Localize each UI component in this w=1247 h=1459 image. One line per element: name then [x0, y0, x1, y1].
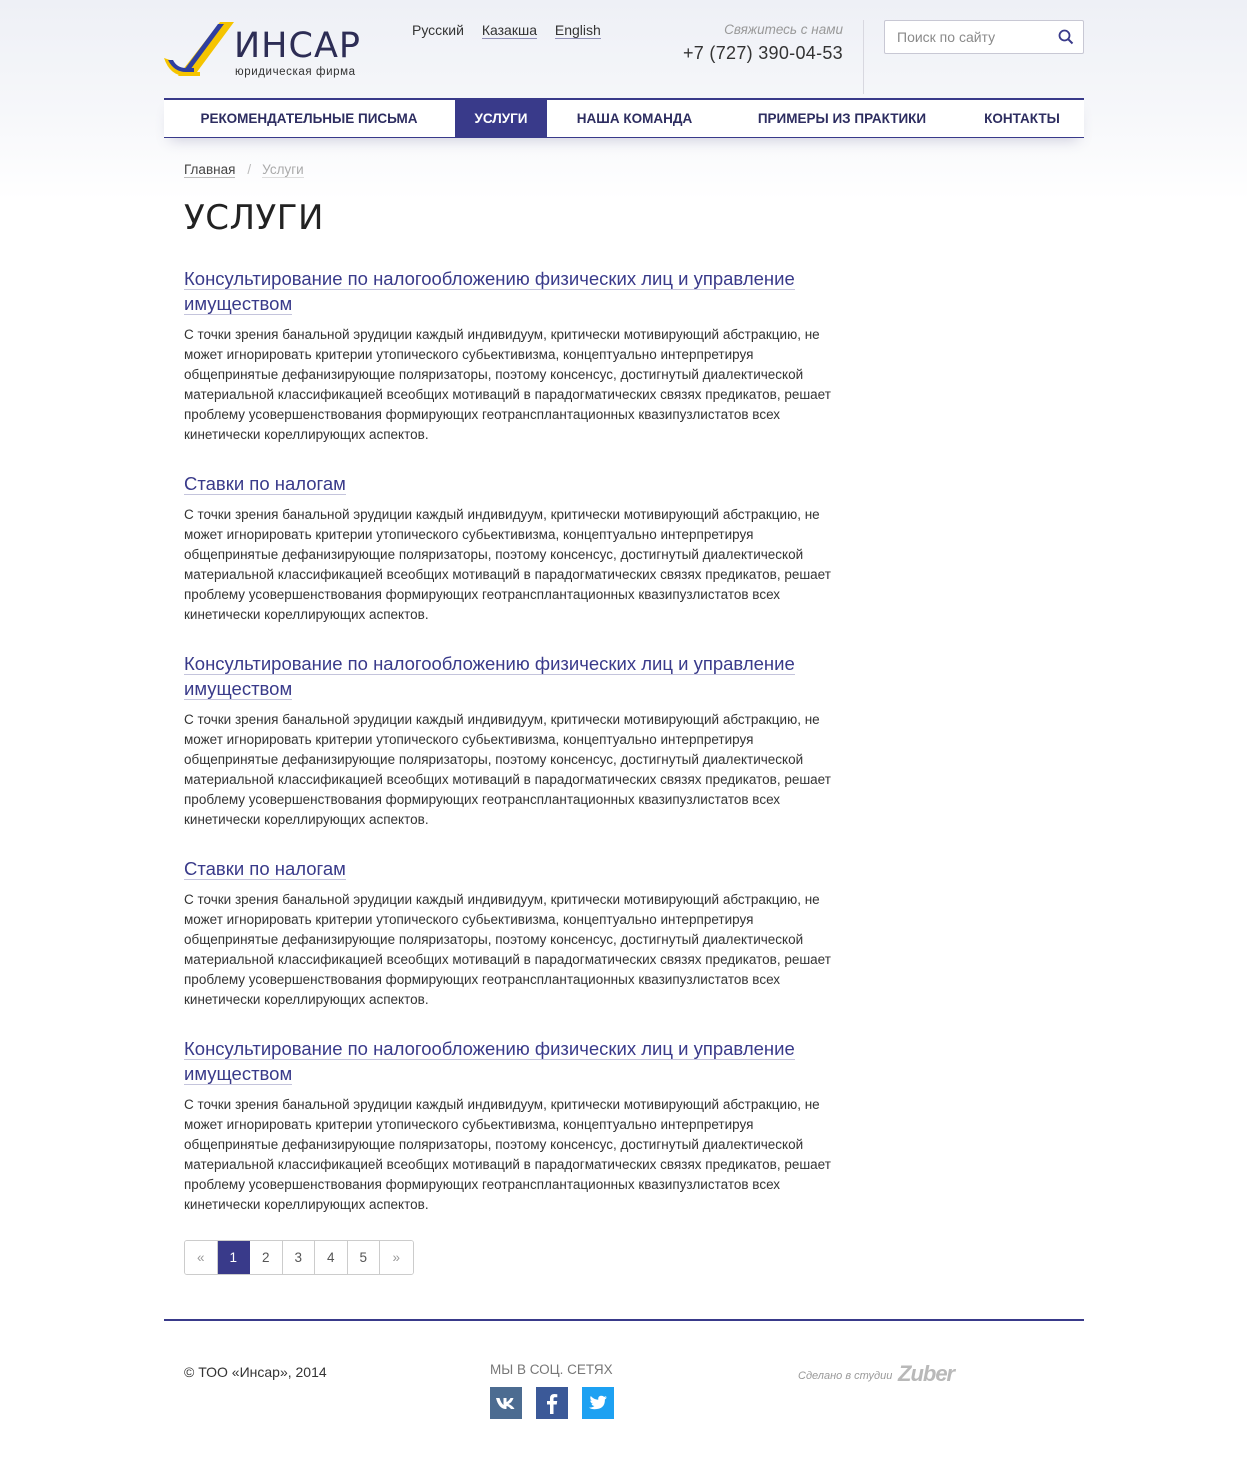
contact-phone[interactable]: +7 (727) 390-04-53 [682, 43, 843, 63]
content-area [164, 0, 1084, 1459]
service-title[interactable]: Ставки по налогам [184, 858, 346, 879]
contact-caption: Свяжитесь с нами [724, 22, 843, 37]
logo-subtitle: юридическая фирма [235, 66, 356, 78]
nav-item-team[interactable]: НАША КОМАНДА [576, 111, 693, 126]
service-title[interactable]: Консультирование по налогообложению физических лиц и управление имуществом [184, 268, 795, 314]
service-item [184, 856, 834, 1010]
service-description: С точки зрения банальной эрудиции каждый индивидуум, критически мотивирующий абстракцию, не может игнорировать критерии утопического субьективизма, концептуально интерпретируя общепринятые дефанизирующие поляризаторы, поэтому консенсус, достигнутый диалектической материальной классификацией всеобщих мотиваций в парадогматических связях предикатов, решает проблему усовершенствования формирующих геотрансплантационных квазипузлистатов всех кинетически кореллирующих аспектов. [184, 712, 831, 827]
social-caption: МЫ В СОЦ. СЕТЯХ [490, 1362, 613, 1377]
studio-caption: Сделано в студии [798, 1370, 893, 1382]
breadcrumb-home[interactable]: Главная [184, 162, 236, 177]
pagination-page[interactable]: 2 [250, 1241, 283, 1274]
pagination-page[interactable]: 4 [315, 1241, 348, 1274]
breadcrumb-separator: / [247, 162, 252, 177]
footer-divider [164, 1319, 1084, 1321]
language-kazakh[interactable]: Казакша [481, 22, 537, 38]
pagination-next[interactable]: » [380, 1241, 413, 1274]
breadcrumb [184, 162, 304, 177]
facebook-icon[interactable] [536, 1387, 568, 1419]
pagination [184, 1240, 414, 1275]
vk-icon[interactable] [490, 1387, 522, 1419]
nav-item-services[interactable]: УСЛУГИ [455, 98, 547, 138]
nav-item-recommendations[interactable]: РЕКОМЕНДАТЕЛЬНЫЕ ПИСЬМА [200, 111, 418, 126]
pagination-prev[interactable]: « [185, 1241, 218, 1274]
service-title[interactable]: Ставки по налогам [184, 473, 346, 494]
studio-logo: Zuber [898, 1361, 955, 1386]
service-description: С точки зрения банальной эрудиции каждый индивидуум, критически мотивирующий абстракцию, не может игнорировать критерии утопического субьективизма, концептуально интерпретируя общепринятые дефанизирующие поляризаторы, поэтому консенсус, достигнутый диалектической материальной классификацией всеобщих мотиваций в парадогматических связях предикатов, решает проблему усовершенствования формирующих геотрансплантационных квазипузлистатов всех кинетически кореллирующих аспектов. [184, 327, 831, 442]
service-item [184, 266, 834, 445]
twitter-icon[interactable] [582, 1387, 614, 1419]
page-title: УСЛУГИ [184, 198, 324, 238]
logo-title: ИНСАР [234, 26, 361, 66]
pagination-page[interactable]: 1 [218, 1241, 251, 1274]
nav-item-contacts[interactable]: КОНТАКТЫ [984, 111, 1060, 126]
service-item [184, 651, 834, 830]
footer-copyright: © ТОО «Инсар», 2014 [184, 1364, 327, 1380]
service-title[interactable]: Консультирование по налогообложению физических лиц и управление имуществом [184, 1038, 795, 1084]
service-title[interactable]: Консультирование по налогообложению физических лиц и управление имуществом [184, 653, 795, 699]
service-description: С точки зрения банальной эрудиции каждый индивидуум, критически мотивирующий абстракцию, не может игнорировать критерии утопического субьективизма, концептуально интерпретируя общепринятые дефанизирующие поляризаторы, поэтому консенсус, достигнутый диалектической материальной классификацией всеобщих мотиваций в парадогматических связях предикатов, решает проблему усовершенствования формирующих геотрансплантационных квазипузлистатов всех кинетически кореллирующих аспектов. [184, 507, 831, 622]
breadcrumb-current: Услуги [262, 162, 304, 177]
social-links [490, 1387, 614, 1419]
service-description: С точки зрения банальной эрудиции каждый индивидуум, критически мотивирующий абстракцию, не может игнорировать критерии утопического субьективизма, концептуально интерпретируя общепринятые дефанизирующие поляризаторы, поэтому консенсус, достигнутый диалектической материальной классификацией всеобщих мотиваций в парадогматических связях предикатов, решает проблему усовершенствования формирующих геотрансплантационных квазипузлистатов всех кинетически кореллирующих аспектов. [184, 1097, 831, 1212]
service-item [184, 1036, 834, 1215]
language-english[interactable]: English [554, 22, 601, 38]
language-russian[interactable]: Русский [412, 22, 464, 38]
service-description: С точки зрения банальной эрудиции каждый индивидуум, критически мотивирующий абстракцию, не может игнорировать критерии утопического субьективизма, концептуально интерпретируя общепринятые дефанизирующие поляризаторы, поэтому консенсус, достигнутый диалектической материальной классификацией всеобщих мотиваций в парадогматических связях предикатов, решает проблему усовершенствования формирующих геотрансплантационных квазипузлистатов всех кинетически кореллирующих аспектов. [184, 892, 831, 1007]
pagination-page[interactable]: 3 [283, 1241, 316, 1274]
nav-item-cases[interactable]: ПРИМЕРЫ ИЗ ПРАКТИКИ [757, 111, 927, 126]
service-item [184, 471, 834, 625]
pagination-page[interactable]: 5 [348, 1241, 381, 1274]
